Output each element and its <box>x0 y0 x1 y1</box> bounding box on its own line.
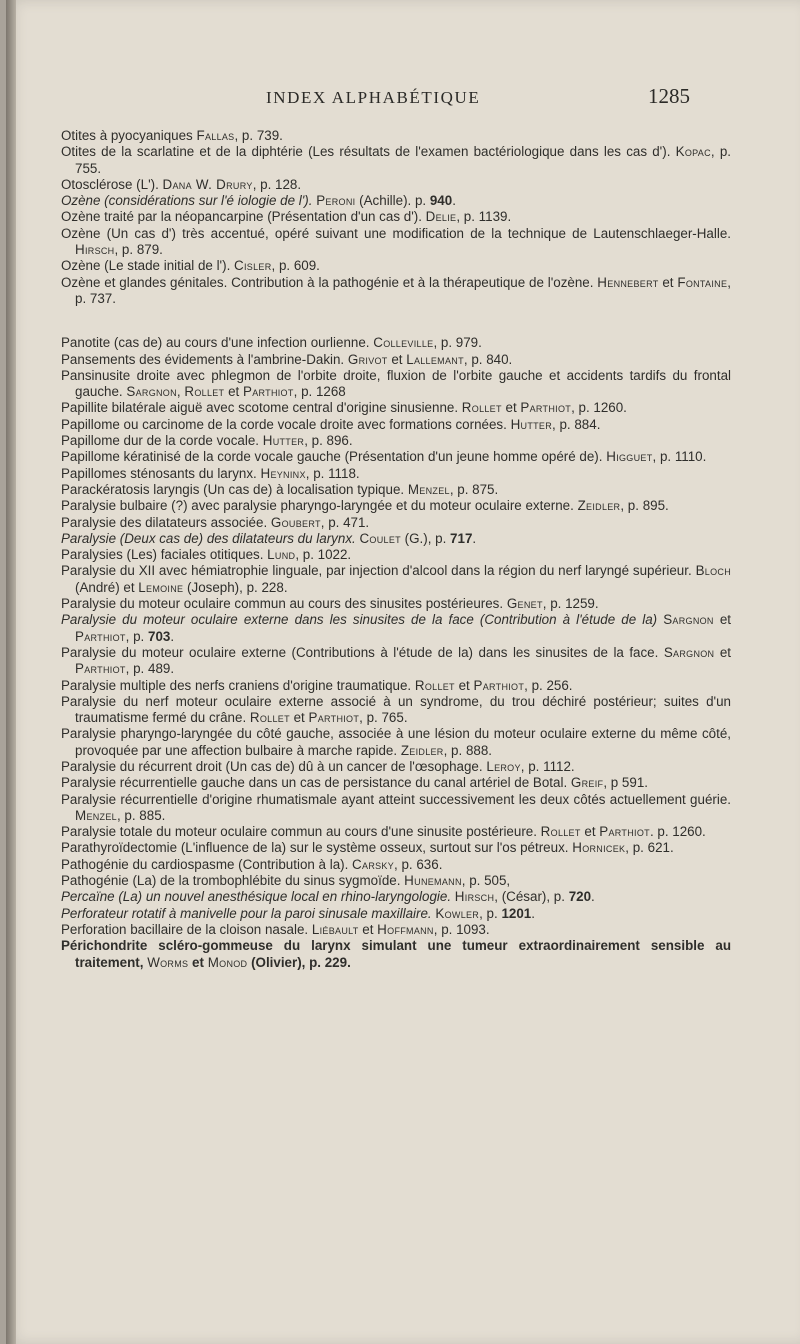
entry-text: et <box>289 710 309 726</box>
entry-text: et <box>658 274 678 290</box>
author-name: Leroy <box>486 758 521 774</box>
entry-text: et <box>387 351 407 367</box>
entry-text: . p. 1260. <box>649 824 706 840</box>
entry-text: et <box>358 921 378 937</box>
entry-text: , <box>176 384 185 400</box>
entry-text: Ozène traité par la néopancarpine (Présentation d'un cas d'). <box>61 209 426 225</box>
author-name: Bloch <box>695 563 731 579</box>
entry-text: Paralysie multiple des nerfs craniens d'origine traumatique. <box>61 677 415 693</box>
author-name: Rollet <box>184 384 225 400</box>
entry-text: et <box>454 677 474 693</box>
author-name: Rollet <box>414 677 455 693</box>
author-name: Sargnon <box>126 384 177 400</box>
author-name: Zeidler <box>400 742 444 758</box>
entry-text: Paralysie (Deux cas de) des dilatateurs du larynx. <box>61 530 360 546</box>
entry-text: Perforation bacillaire de la cloison nasale. <box>61 921 312 937</box>
index-entry <box>61 873 731 889</box>
entry-text: Parackératosis laryngis (Un cas de) à localisation typique. <box>61 481 408 497</box>
entry-text: Papillome ou carcinome de la corde vocale droite avec formations cornées. <box>61 416 511 432</box>
index-entries <box>61 128 731 971</box>
author-name: Carsky <box>352 856 395 872</box>
index-entry <box>61 922 731 938</box>
author-name: Hirsch <box>454 889 495 905</box>
index-entry <box>61 368 731 401</box>
author-name: Hutter <box>262 433 305 449</box>
index-entry <box>61 906 731 922</box>
entry-text: , p. <box>125 628 149 644</box>
entry-text: et <box>224 384 243 400</box>
entry-text: 940 <box>429 193 453 209</box>
index-entry <box>61 144 731 177</box>
entry-text: Papillite bilatérale aiguë avec scotome central d'origine sinusienne. <box>61 400 462 416</box>
entry-text: 717 <box>450 530 473 546</box>
index-entry <box>61 335 731 351</box>
author-name: Hunemann <box>404 873 462 889</box>
entry-text: , p. 896. <box>304 433 353 449</box>
author-name: Sargnon <box>663 612 714 628</box>
index-entry <box>61 177 731 193</box>
author-name: Grivot <box>347 351 388 367</box>
entry-text: Otites de la scarlatine et de la diphtérie (Les résultats de l'examen bactériologique dans les cas d'). <box>61 144 676 160</box>
entry-text: Pansinusite droite avec phlegmon de l'orbite droite, fluxion de l'orbite gauche et accidents tardifs du frontal gauche. <box>61 367 731 400</box>
entry-text: Paralysie bulbaire (?) avec paralysie pharyngo-laryngée et du moteur oculaire externe. <box>61 498 578 514</box>
entry-text: , p. 1112. <box>520 758 575 774</box>
index-entry <box>61 563 731 596</box>
entry-text: , p. 621. <box>625 840 674 856</box>
index-entry <box>61 792 731 825</box>
author-name: Sargnon <box>663 644 715 660</box>
index-entry <box>61 433 731 449</box>
entry-text: , p. 765. <box>359 710 408 726</box>
author-name: Rollet <box>461 400 502 416</box>
entry-text: Papillome kératinisé de la corde vocale gauche (Présentation d'un jeune homme opéré de). <box>61 449 607 465</box>
entry-text: , p. 885. <box>116 807 166 823</box>
entry-text: (G.), p. <box>400 530 451 546</box>
index-entry <box>61 612 731 645</box>
author-name: Parthiot <box>520 400 572 416</box>
entry-text: , p. 609. <box>271 258 320 274</box>
index-entry <box>61 352 731 368</box>
entry-text: Perforateur rotatif à manivelle pour la paroi sinusale maxillaire. <box>61 905 436 921</box>
entry-text: , (César), p. <box>494 889 569 905</box>
author-name: Parthiot <box>473 677 525 693</box>
author-name: Greif <box>570 775 604 791</box>
entry-text: 720 <box>568 889 592 905</box>
entry-text: , p. 888. <box>443 742 493 758</box>
entry-text: , p 591. <box>603 775 648 791</box>
author-name: Higguet <box>606 449 653 465</box>
entry-text: , p. 875. <box>449 481 499 497</box>
index-entry <box>61 857 731 873</box>
book-page <box>6 0 800 1344</box>
page-number: 1285 <box>648 84 690 108</box>
entry-text: , p. 884. <box>552 416 601 432</box>
page-header <box>6 84 800 118</box>
author-name: Dana W. Drury <box>162 176 253 192</box>
entry-text: , p. 1259. <box>542 596 599 612</box>
entry-text: , p. 879. <box>114 242 163 258</box>
entry-text: , p. 1268 <box>293 384 346 400</box>
running-title: INDEX ALPHABÉTIQUE <box>266 88 481 107</box>
entry-text: (Achille). p. <box>355 193 430 209</box>
entry-text: , p. 979. <box>433 335 482 351</box>
author-name: Lund <box>267 547 296 563</box>
author-name: Lallemant <box>406 351 464 367</box>
entry-text: Paralysie pharyngo-laryngée du côté gauche, associée à une lésion du moteur oculaire externe du même côté, provoquée par une affection bulbaire à marche rapide. <box>61 726 731 758</box>
entry-text: 703 <box>148 628 171 644</box>
author-name: Colleville <box>373 335 434 351</box>
entry-text: et <box>580 824 600 840</box>
index-entry <box>61 400 731 416</box>
index-entry <box>61 678 731 694</box>
author-name: Parthiot <box>75 628 126 644</box>
author-name: Fontaine <box>677 274 728 290</box>
author-name: Menzel <box>407 481 450 497</box>
author-name: Parthiot <box>75 661 126 677</box>
entry-text: Panotite (cas de) au cours d'une infection ourlienne. <box>61 335 374 351</box>
entry-text: Paralysie récurrentielle gauche dans un cas de persistance du canal artériel de Botal. <box>61 775 571 791</box>
entry-text: Ozène (Le stade initial de l'). <box>61 258 235 274</box>
index-entry <box>61 694 731 727</box>
author-name: Hirsch <box>75 242 115 258</box>
entry-text: , p. 1260. <box>571 400 627 416</box>
entry-text: Papillome dur de la corde vocale. <box>61 433 263 449</box>
entry-text: et <box>188 954 208 970</box>
entry-text: Parathyroïdectomie (L'influence de la) sur le système osseux, surtout sur l'os pétreux. <box>61 840 573 856</box>
author-name: Genet <box>506 596 543 612</box>
index-entry <box>61 482 731 498</box>
index-entry <box>61 417 731 433</box>
entry-text: , p. 256. <box>524 677 573 693</box>
entry-text: Paralysie du moteur oculaire commun au cours des sinusites postérieures. <box>61 596 507 612</box>
entry-text: Otites à pyocyaniques <box>61 128 197 143</box>
entry-text: , p. 1022. <box>295 547 352 563</box>
index-entry <box>61 596 731 612</box>
entry-text: , p. 471. <box>320 514 370 530</box>
entry-text: , p. 737. <box>75 274 731 306</box>
entry-text: Paralysie du XII avec hémiatrophie linguale, par injection d'alcool dans la région du nerf laryngé supérieur. <box>61 563 696 579</box>
entry-text: Papillomes sténosants du larynx. <box>61 465 261 481</box>
author-name: Parthiot <box>242 384 294 400</box>
entry-text: . <box>170 628 175 644</box>
index-entry <box>61 209 731 225</box>
author-name: Parthiot <box>308 710 360 726</box>
entry-text: Paralysie du moteur oculaire externe dans les sinusites de la face (Contribution à l'étude de la) <box>61 612 664 628</box>
entry-text: Paralysie des dilatateurs associée. <box>61 514 271 530</box>
index-entry <box>61 824 731 840</box>
entry-text: (Joseph), p. 228. <box>183 579 288 595</box>
index-entry <box>61 466 731 482</box>
entry-text: , p. 489. <box>125 661 175 677</box>
author-name: Parthiot <box>599 824 650 840</box>
entry-text: et <box>501 400 521 416</box>
entry-text: Paralysie du récurrent droit (Un cas de) dû à un cancer de l'œsophage. <box>61 758 487 774</box>
entry-text: et <box>714 644 732 660</box>
index-entry <box>61 547 731 563</box>
entry-text: , p. 636. <box>394 856 443 872</box>
author-name: Kopac <box>675 144 711 160</box>
letter-group-gap <box>61 307 731 335</box>
entry-text: Pathogénie du cardiospasme (Contribution à la). <box>61 856 353 872</box>
author-name: Lemoine <box>138 579 184 595</box>
author-name: Kowler <box>435 905 480 921</box>
index-entry <box>61 128 731 144</box>
entry-text: , p. 1139. <box>456 209 512 225</box>
author-name: Delie <box>425 209 457 225</box>
entry-text: . <box>591 889 595 905</box>
author-name: Fallas <box>196 128 235 143</box>
entry-text: Otosclérose (L'). <box>61 176 163 192</box>
index-entry <box>61 889 731 905</box>
entry-text: Paralysies (Les) faciales otitiques. <box>61 547 268 563</box>
index-entry <box>61 449 731 465</box>
author-name: Hutter <box>510 416 553 432</box>
entry-text: , p. 505, <box>461 873 511 889</box>
entry-text: , p. 755. <box>75 144 731 176</box>
author-name: Rollet <box>540 824 581 840</box>
entry-text: 1201 <box>501 905 532 921</box>
author-name: Worms <box>147 954 189 970</box>
author-name: Hornicek <box>572 840 626 856</box>
entry-text: , p. 1093. <box>433 921 490 937</box>
entry-text: . <box>472 530 477 546</box>
entry-text: Paralysie totale du moteur oculaire commun au cours d'une sinusite postérieure. <box>61 824 541 840</box>
index-entry <box>61 645 731 678</box>
index-entry <box>61 840 731 856</box>
entry-text: Percaïne (La) un nouvel anesthésique local en rhino-laryngologie. <box>61 889 455 905</box>
entry-text: , p. 895. <box>620 498 669 514</box>
entry-text: Paralysie du nerf moteur oculaire externe associé à un syndrome, du trou déchiré postérieur; suites d'un traumatisme fermé du crâne. <box>61 693 731 726</box>
author-name: Hennebert <box>597 274 659 290</box>
index-entry <box>61 515 731 531</box>
author-name: Liébault <box>311 921 359 937</box>
author-name: Goubert <box>270 514 321 530</box>
page-binding-shadow <box>6 0 16 1344</box>
entry-text: , p. 128. <box>252 176 302 192</box>
author-name: Zeidler <box>577 498 621 514</box>
index-entry <box>61 759 731 775</box>
index-entry <box>61 193 731 209</box>
entry-text: , p. 1110. <box>652 449 707 465</box>
entry-text: et <box>713 612 731 628</box>
entry-text: (Olivier), p. 229. <box>247 954 351 970</box>
entry-text: , p. 739. <box>234 128 283 143</box>
entry-text: . <box>452 193 456 209</box>
index-entry <box>61 938 731 971</box>
author-name: Cisler <box>234 258 272 274</box>
entry-text: Ozène et glandes génitales. Contribution à la pathogénie et à la thérapeutique de l'ozène. <box>61 274 598 290</box>
entry-text: Pansements des évidements à l'ambrine-Dakin. <box>61 351 348 367</box>
index-entry <box>61 775 731 791</box>
entry-text: Ozène (considérations sur l'é iologie de l'). <box>61 193 317 209</box>
entry-text: Pathogénie (La) de la trombophlébite du sinus sygmoïde. <box>61 873 405 889</box>
index-entry <box>61 726 731 759</box>
entry-text: Paralysie du moteur oculaire externe (Contributions à l'étude de la) dans les sinusites de la face. <box>61 644 664 660</box>
entry-text: Paralysie récurrentielle d'origine rhumatismale ayant atteint successivement les deux côtés actuellement guérie. <box>61 791 731 807</box>
entry-text: , p. <box>479 905 502 921</box>
entry-text: Ozène (Un cas d') très accentué, opéré suivant une modification de la technique de Lautenschlaeger-Halle. <box>61 225 731 241</box>
entry-text: , p. 1118. <box>305 465 360 481</box>
index-entry <box>61 498 731 514</box>
author-name: Coulet <box>359 530 401 546</box>
index-entry <box>61 275 731 308</box>
index-entry <box>61 226 731 259</box>
entry-text: , p. 840. <box>463 351 513 367</box>
index-entry <box>61 258 731 274</box>
author-name: Heyninx <box>260 465 306 481</box>
index-entry <box>61 531 731 547</box>
entry-text: . <box>531 905 535 921</box>
author-name: Rollet <box>249 710 290 726</box>
entry-text: (André) et <box>75 579 139 595</box>
entry-text: Périchondrite scléro-gommeuse du larynx simulant une tumeur extraordinairement sensible au traitement, <box>61 938 731 970</box>
author-name: Peroni <box>316 193 356 209</box>
author-name: Hoffmann <box>377 921 434 937</box>
author-name: Menzel <box>75 807 117 823</box>
author-name: Monod <box>207 954 248 970</box>
